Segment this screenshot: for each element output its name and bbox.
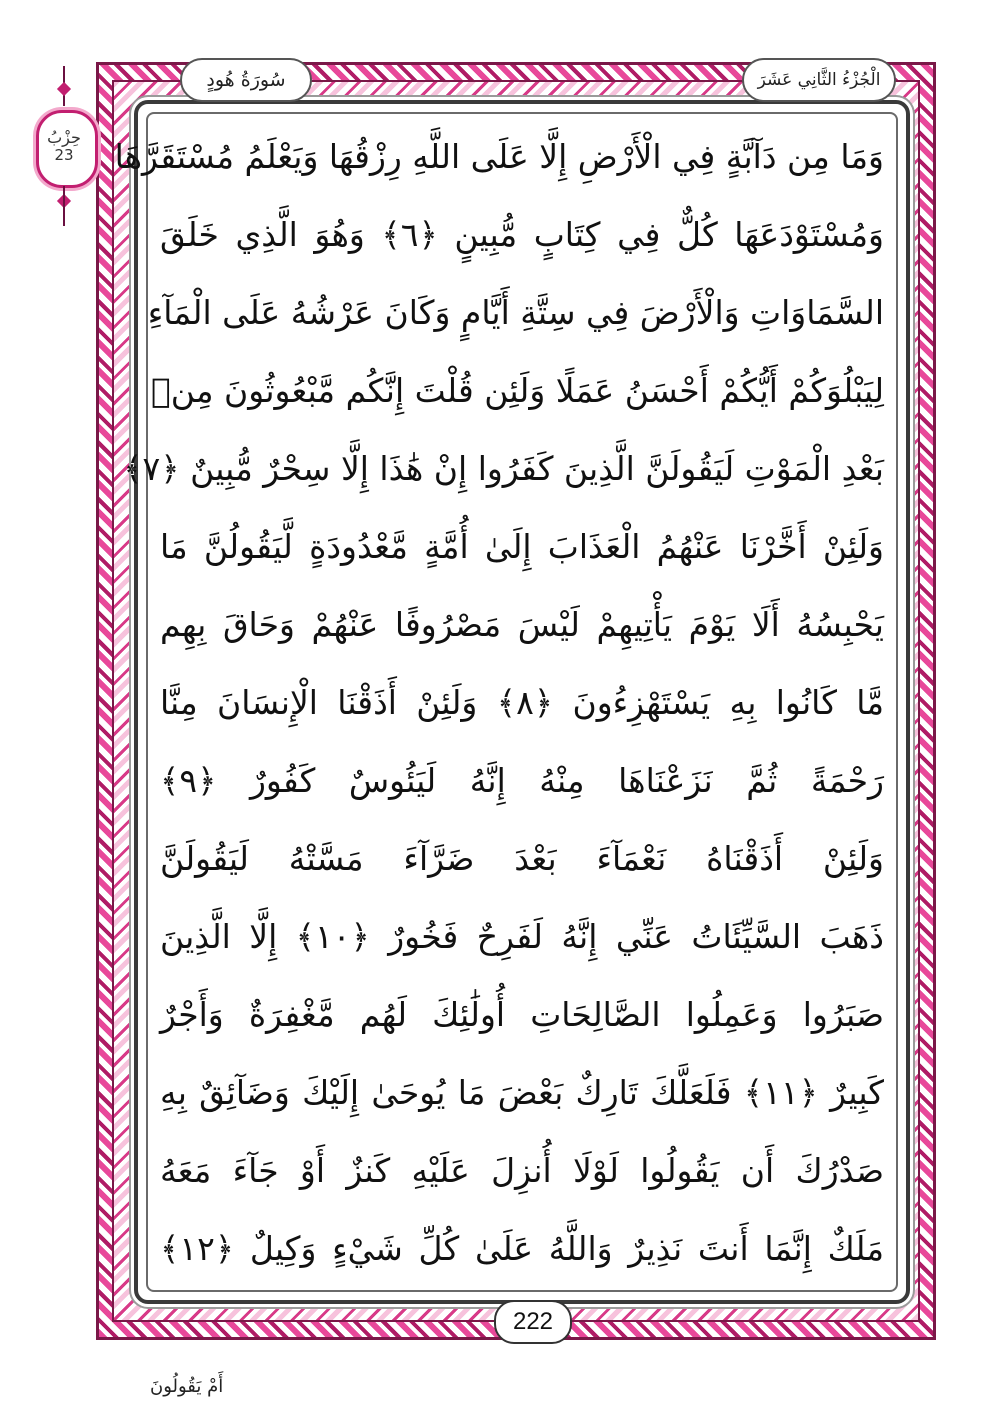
verse-line: لِيَبْلُوَكُمْ أَيُّكُمْ أَحْسَنُ عَمَلًا وَلَئِن قُلْتَ إِنَّكُم مَّبْعُوثُونَ مِنۢ xyxy=(150,371,884,410)
verse-line: رَحْمَةً ثُمَّ نَزَعْنَاهَا مِنْهُ إِنَّهُ لَيَئُوسٌ كَفُورٌ ﴿٩﴾ xyxy=(160,761,884,800)
verse-line: مَّا كَانُوا بِهِ يَسْتَهْزِءُونَ ﴿٨﴾ وَلَئِنْ أَذَقْنَا الْإِنسَانَ مِنَّا xyxy=(160,683,884,722)
verse-line: وَمُسْتَوْدَعَهَا كُلٌّ فِي كِتَابٍ مُّبِينٍ ﴿٦﴾ وَهُوَ الَّذِي خَلَقَ xyxy=(160,215,884,254)
verse-line: وَلَئِنْ أَذَقْنَاهُ نَعْمَآءَ بَعْدَ ضَرَّآءَ مَسَّتْهُ لَيَقُولَنَّ xyxy=(160,839,884,878)
verse-line: يَحْبِسُهُ أَلَا يَوْمَ يَأْتِيهِمْ لَيْسَ مَصْرُوفًا عَنْهُمْ وَحَاقَ بِهِم xyxy=(160,605,884,644)
surah-name-text: سُورَةُ هُودٍ xyxy=(206,69,286,91)
verse-line: كَبِيرٌ ﴿١١﴾ فَلَعَلَّكَ تَارِكٌ بَعْضَ مَا يُوحَىٰ إِلَيْكَ وَضَآئِقٌ بِهِ xyxy=(160,1073,884,1112)
verse-line: ذَهَبَ السَّيِّئَاتُ عَنِّي إِنَّهُ لَفَرِحٌ فَخُورٌ ﴿١٠﴾ إِلَّا الَّذِينَ xyxy=(160,917,885,956)
hizb-word: حِزْبُ xyxy=(47,127,81,147)
juz-name-label xyxy=(742,58,896,102)
verse-line: بَعْدِ الْمَوْتِ لَيَقُولَنَّ الَّذِينَ كَفَرُوا إِنْ هَٰذَا إِلَّا سِحْرٌ مُّبِينٌ ﴿٧﴾ xyxy=(123,449,884,488)
page-number xyxy=(494,1300,572,1344)
verse-line: صَبَرُوا وَعَمِلُوا الصَّالِحَاتِ أُولَٰئِكَ لَهُم مَّغْفِرَةٌ وَأَجْرٌ xyxy=(160,995,884,1034)
verse-line: السَّمَاوَاتِ وَالْأَرْضَ فِي سِتَّةِ أَيَّامٍ وَكَانَ عَرْشُهُ عَلَى الْمَآءِ xyxy=(147,293,884,332)
verse-line: وَلَئِنْ أَخَّرْنَا عَنْهُمُ الْعَذَابَ إِلَىٰ أُمَّةٍ مَّعْدُودَةٍ لَّيَقُولُنَّ مَا xyxy=(160,527,884,566)
hizb-ornament-top-icon xyxy=(57,82,71,96)
juz-name-text: الْجُزْءُ الثَّانِي عَشَرَ xyxy=(757,70,881,90)
verse-line: صَدْرُكَ أَن يَقُولُوا لَوْلَا أُنزِلَ عَلَيْهِ كَنزٌ أَوْ جَآءَ مَعَهُ xyxy=(160,1151,884,1190)
hizb-stem-bottom xyxy=(63,186,65,226)
catchword: أَمْ يَقُولُونَ xyxy=(150,1376,224,1397)
hizb-medallion xyxy=(32,66,96,226)
surah-name-label xyxy=(180,58,312,102)
hizb-label xyxy=(47,129,81,163)
verse-text-block xyxy=(114,118,892,1286)
hizb-number: 23 xyxy=(54,145,74,164)
verse-line: وَمَا مِن دَآبَّةٍ فِي الْأَرْضِ إِلَّا عَلَى اللَّهِ رِزْقُهَا وَيَعْلَمُ مُسْتَقَرَّهَا xyxy=(114,137,884,176)
page-number-text: 222 xyxy=(512,1308,554,1335)
verse-line: مَلَكٌ إِنَّمَا أَنتَ نَذِيرٌ وَاللَّهُ عَلَىٰ كُلِّ شَيْءٍ وَكِيلٌ ﴿١٢﴾ xyxy=(160,1229,884,1268)
